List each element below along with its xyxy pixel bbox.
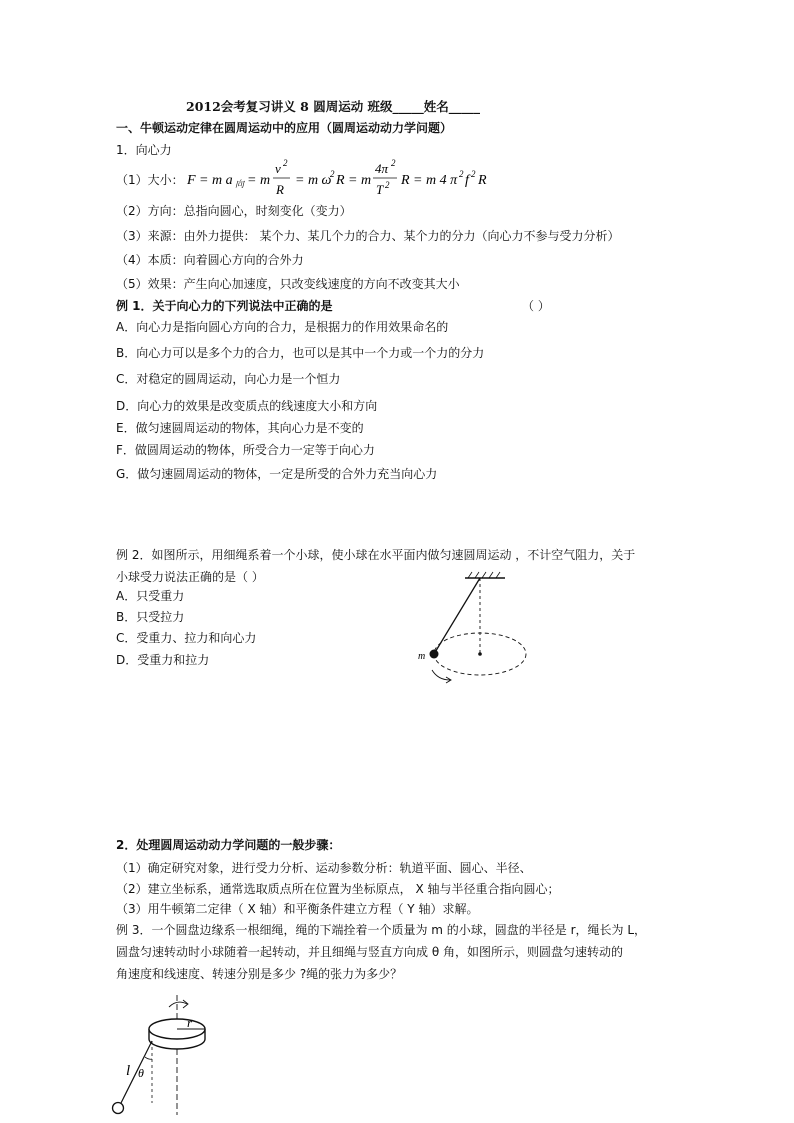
svg-text:2: 2 bbox=[471, 169, 476, 179]
svg-text:v: v bbox=[275, 161, 281, 176]
svg-text:4π: 4π bbox=[375, 161, 389, 176]
example2-option-b: B．只受拉力 bbox=[116, 610, 185, 624]
page-title: 2012会考复习讲义 8 圆周运动 班级_____姓名_____ bbox=[186, 99, 481, 114]
example1-option-g: G．做匀速圆周运动的物体，一定是所受的合外力充当向心力 bbox=[116, 467, 438, 481]
example1-option-f: F．做圆周运动的物体，所受合力一定等于向心力 bbox=[116, 443, 375, 457]
svg-text:R: R bbox=[276, 182, 284, 197]
svg-text:2: 2 bbox=[391, 158, 396, 168]
item-source: （3）来源：由外力提供： 某个力、某几个力的合力、某个力的分力（向心力不参与受力分析） bbox=[116, 229, 620, 243]
svg-text:T: T bbox=[376, 182, 384, 197]
ceiling-support bbox=[465, 572, 505, 578]
svg-text:R = m: R = m bbox=[336, 173, 372, 188]
section2-step-2: （2）建立坐标系，通常选取质点所在位置为坐标原点， X 轴与半径重合指向圆心； bbox=[116, 882, 560, 896]
length-label: l bbox=[126, 1063, 131, 1079]
svg-text:2: 2 bbox=[330, 169, 335, 179]
example1-option-e: E．做匀速圆周运动的物体，其向心力是不变的 bbox=[116, 421, 364, 435]
svg-text:2: 2 bbox=[459, 169, 464, 179]
section2-step-1: （1）确定研究对象，进行受力分析、运动参数分析：轨道平面、圆心、半径、 bbox=[116, 861, 532, 875]
mass-label: m bbox=[418, 651, 426, 662]
example3-line3: 角速度和线速度、转速分别是多少 ?绳的张力为多少？ bbox=[116, 967, 403, 981]
radius-label: r bbox=[187, 1015, 193, 1030]
example1-option-b: B．向心力可以是多个力的合力，也可以是其中一个力或一个力的分力 bbox=[116, 346, 485, 360]
svg-text:= m: = m bbox=[247, 173, 271, 188]
item-magnitude-label: （1）大小： bbox=[116, 173, 184, 187]
example2-stem-line1: 例 2．如图所示，用细绳系着一个小球，使小球在水平面内做匀速圆周运动 ，不计空气阻力，关于 bbox=[116, 548, 636, 562]
example3-line2: 圆盘匀速转动时小球随着一起转动，并且细绳与竖直方向成 θ 角，如图所示，则圆盘匀速转动的 bbox=[116, 945, 623, 959]
rotation-arrow-icon bbox=[169, 1002, 187, 1007]
subheading-centripetal-force: 1．向心力 bbox=[116, 143, 172, 157]
conical-pendulum-figure bbox=[410, 570, 550, 695]
circle-center-dot bbox=[478, 652, 482, 656]
example3-line1: 例 3．一个圆盘边缘系一根细绳，绳的下端拴着一个质量为 m 的小球，圆盘的半径是 r，绳长为 L， bbox=[116, 923, 647, 937]
svg-text:= m ω: = m ω bbox=[295, 173, 332, 188]
section2-step-3: （3）用牛顿第二定律（ X 轴）和平衡条件建立方程（ Y 轴）求解。 bbox=[116, 902, 479, 916]
theta-arc bbox=[145, 1057, 152, 1059]
example2-stem-line2: 小球受力说法正确的是（ ） bbox=[116, 570, 264, 584]
rotating-disk-figure bbox=[105, 995, 225, 1120]
example1-option-a: A．向心力是指向圆心方向的合力，是根据力的作用效果命名的 bbox=[116, 320, 449, 334]
ball-mass bbox=[430, 650, 439, 659]
svg-text:f: f bbox=[465, 173, 469, 188]
section2-heading: 2．处理圆周运动动力学问题的一般步骤： bbox=[116, 838, 341, 852]
svg-text:R: R bbox=[478, 173, 487, 188]
example1-option-d: D．向心力的效果是改变质点的线速度大小和方向 bbox=[116, 399, 378, 413]
angle-label: θ bbox=[138, 1066, 144, 1080]
example2-option-a: A．只受重力 bbox=[116, 589, 185, 603]
item-essence: （4）本质：向着圆心方向的合外力 bbox=[116, 253, 304, 267]
centripetal-force-formula bbox=[187, 154, 497, 200]
example1-option-c: C．对稳定的圆周运动，向心力是一个恒力 bbox=[116, 372, 341, 386]
svg-text:R = m 4 π: R = m 4 π bbox=[401, 173, 458, 188]
example1-answer-paren: （ ） bbox=[522, 299, 550, 313]
example2-option-d: D．受重力和拉力 bbox=[116, 653, 210, 667]
svg-text:F = m a: F = m a bbox=[187, 173, 233, 188]
example2-option-c: C．受重力、拉力和向心力 bbox=[116, 631, 257, 645]
svg-text:向: 向 bbox=[235, 179, 245, 189]
svg-text:2: 2 bbox=[385, 180, 390, 190]
section1-heading: 一、牛顿运动定律在圆周运动中的应用（圆周运动动力学问题） bbox=[116, 121, 453, 135]
item-direction: （2）方向：总指向圆心，时刻变化（变力） bbox=[116, 204, 352, 218]
ball bbox=[113, 1103, 124, 1114]
svg-text:2: 2 bbox=[283, 158, 288, 168]
example1-stem: 例 1．关于向心力的下列说法中正确的是 bbox=[116, 299, 333, 313]
item-effect: （5）效果：产生向心加速度，只改变线速度的方向不改变其大小 bbox=[116, 277, 460, 291]
rotation-arrow-icon bbox=[432, 670, 450, 680]
disk bbox=[149, 1019, 205, 1049]
